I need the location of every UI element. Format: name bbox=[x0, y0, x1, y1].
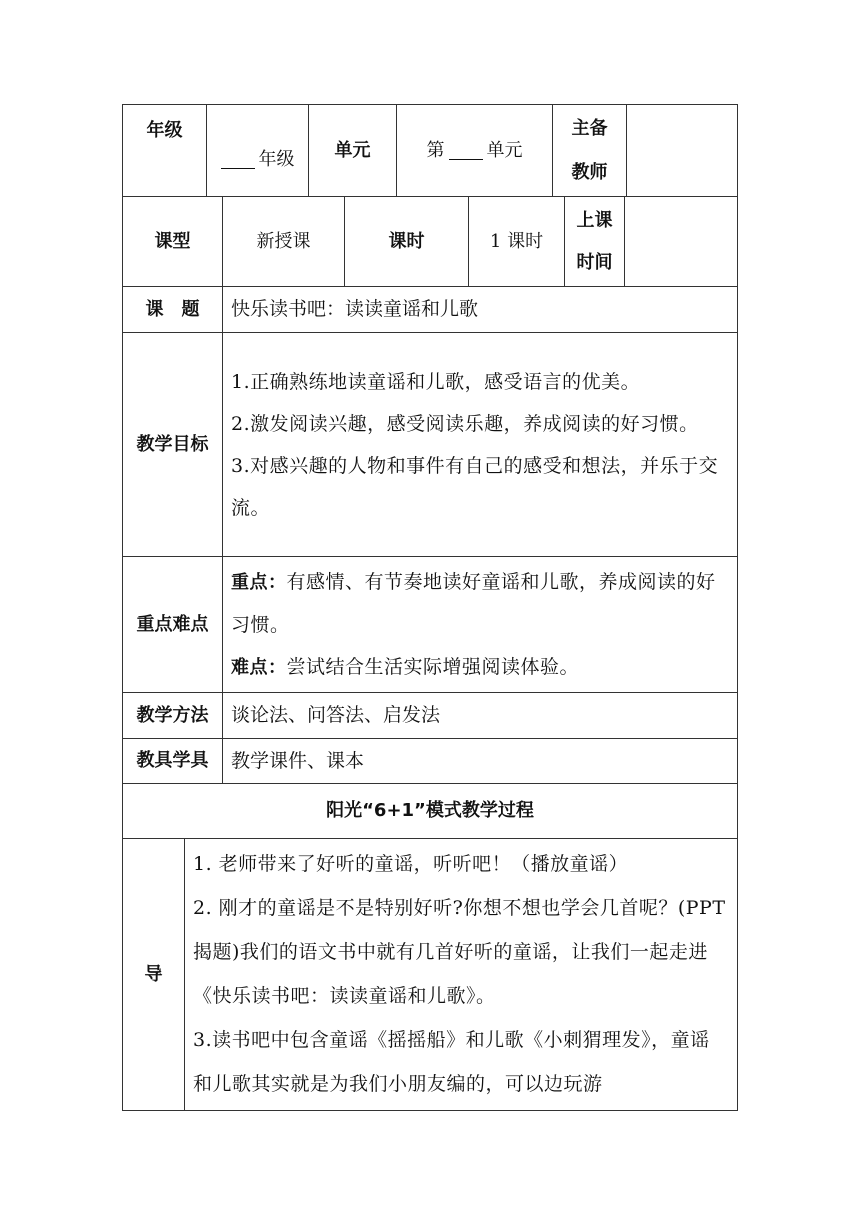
topic-value: 快乐读书吧：读读童谣和儿歌 bbox=[231, 298, 479, 321]
guide-item-1: 1. 老师带来了好听的童谣，听听吧！（播放童谣） bbox=[193, 853, 629, 875]
period-value: 1 课时 bbox=[469, 197, 565, 286]
guide-item-2: 2. 刚才的童谣是不是特别好听?你想不想也学会几首呢？(PPT 揭题)我们的语文书中就有几首好听的童谣，让我们一起走进《快乐读书吧：读读童谣和儿歌》。 bbox=[193, 897, 726, 1007]
key-text: 有感情、有节奏地读好童谣和儿歌，养成阅读的好习惯。 bbox=[231, 570, 716, 636]
class-time-line2: 时间 bbox=[576, 251, 613, 273]
objective-item-1: 1.正确熟练地读童谣和儿歌，感受语言的优美。 bbox=[231, 370, 641, 393]
key-points-row bbox=[123, 557, 737, 693]
objective-item-3: 3.对感兴趣的人物和事件有自己的感受和想法，并乐于交流。 bbox=[231, 454, 719, 519]
difficult-title: 难点： bbox=[231, 656, 287, 678]
grade-blank bbox=[221, 150, 255, 169]
methods-row bbox=[123, 693, 737, 739]
grade-value bbox=[207, 105, 309, 196]
guide-item-3: 3.读书吧中包含童谣《摇摇船》和儿歌《小刺猬理发》，童谣和儿歌其实就是为我们小朋友编的，可以边玩游 bbox=[193, 1029, 710, 1095]
lead-teacher-value bbox=[627, 105, 737, 196]
header-row-type bbox=[123, 197, 737, 287]
unit-suffix: 单元 bbox=[486, 139, 523, 161]
methods-label: 教学方法 bbox=[123, 693, 223, 738]
difficult-point bbox=[231, 646, 729, 689]
guide-content bbox=[185, 839, 737, 1110]
key-points-list bbox=[223, 561, 737, 689]
tools-label: 教具学具 bbox=[123, 739, 223, 783]
objectives-row bbox=[123, 333, 737, 557]
grade-value-text: 年级 bbox=[258, 148, 295, 170]
process-title-row bbox=[123, 784, 737, 839]
key-points-content bbox=[223, 557, 737, 692]
objective-item-2: 2.激发阅读兴趣，感受阅读乐趣，养成阅读的好习惯。 bbox=[231, 412, 699, 435]
key-points-label: 重点难点 bbox=[123, 557, 223, 692]
header-row-grade bbox=[123, 105, 737, 197]
key-point bbox=[231, 561, 729, 646]
unit-prefix: 第 bbox=[426, 139, 445, 161]
objectives-list bbox=[223, 361, 737, 529]
guide-label: 导 bbox=[123, 839, 185, 1110]
lead-teacher-label bbox=[553, 105, 627, 196]
period-label: 课时 bbox=[345, 197, 469, 286]
objectives-content bbox=[223, 333, 737, 556]
topic-label: 课 题 bbox=[123, 287, 223, 332]
tools-value: 教学课件、课本 bbox=[231, 749, 365, 772]
class-time-value bbox=[625, 197, 737, 286]
type-value: 新授课 bbox=[223, 197, 345, 286]
methods-value: 谈论法、问答法、启发法 bbox=[231, 704, 441, 727]
unit-value bbox=[397, 105, 553, 196]
topic-row bbox=[123, 287, 737, 333]
process-title: 阳光“6+1”模式教学过程 bbox=[326, 800, 534, 822]
lead-teacher-line2: 教师 bbox=[571, 161, 608, 183]
lesson-plan-table bbox=[122, 104, 738, 1111]
guide-row bbox=[123, 839, 737, 1110]
class-time-line1: 上课 bbox=[576, 209, 613, 231]
unit-blank bbox=[449, 141, 483, 160]
objectives-label: 教学目标 bbox=[123, 333, 223, 556]
tools-row bbox=[123, 739, 737, 784]
key-title: 重点： bbox=[231, 571, 287, 593]
lead-teacher-line1: 主备 bbox=[571, 117, 608, 139]
difficult-text: 尝试结合生活实际增强阅读体验。 bbox=[286, 655, 580, 678]
guide-list bbox=[185, 839, 737, 1106]
type-label: 课型 bbox=[123, 197, 223, 286]
class-time-label bbox=[565, 197, 625, 286]
grade-label: 年级 bbox=[123, 105, 207, 196]
unit-label: 单元 bbox=[309, 105, 397, 196]
